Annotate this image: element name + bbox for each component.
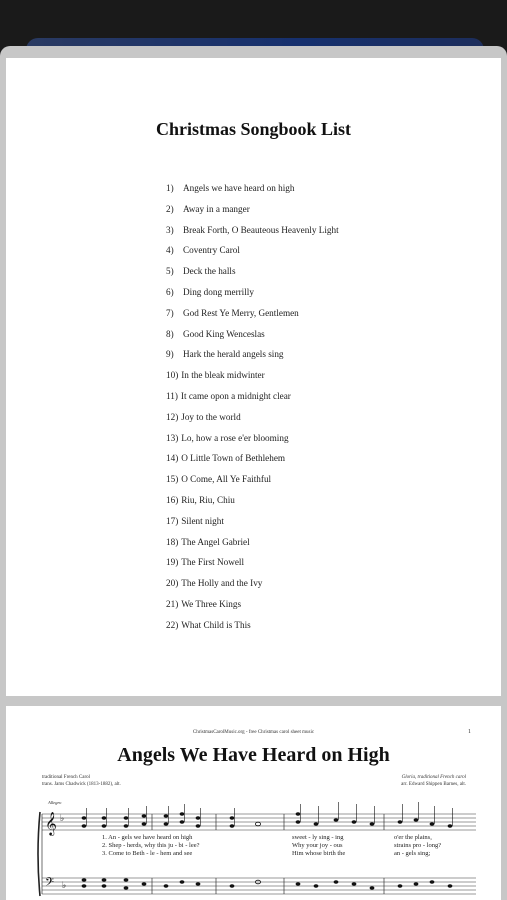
song-list-item — [166, 537, 339, 558]
song-list-item — [166, 620, 339, 641]
song-number: 7) — [166, 307, 174, 318]
song-list-item — [166, 474, 339, 495]
refrain-credit: Gloria, traditional French carol — [401, 775, 466, 780]
page-1 — [6, 58, 501, 696]
lyric-verse-1: 1. An - gels we have heard on high — [102, 834, 193, 841]
origin-credit: traditional French Carol — [42, 775, 91, 780]
song-list-item — [166, 308, 339, 329]
svg-text:♭: ♭ — [62, 881, 67, 891]
song-title: Deck the halls — [183, 266, 236, 277]
treble-clef-icon: 𝄞 — [45, 811, 57, 835]
svg-text:♭: ♭ — [60, 814, 65, 824]
song-number: 14) — [166, 453, 179, 464]
document-viewer[interactable] — [0, 46, 507, 900]
song-title: It came opon a midnight clear — [180, 390, 291, 401]
song-title: Riu, Riu, Chiu — [181, 494, 235, 505]
song-number: 4) — [166, 245, 174, 256]
song-number: 2) — [166, 203, 174, 214]
bass-clef-icon: 𝄢 — [45, 876, 55, 892]
song-list-item — [166, 370, 339, 391]
translator-credit: trans. Jams Chadwick (1813-1882), alt. — [42, 782, 121, 787]
song-list-item — [166, 599, 339, 620]
song-list — [166, 183, 339, 641]
song-title: The Holly and the Ivy — [181, 578, 263, 589]
song-number: 20) — [166, 578, 179, 589]
lyric-verse-1-end: o'er the plains, — [394, 834, 432, 841]
song-number: 6) — [166, 286, 174, 297]
lyric-verse-2-cont: Why your joy - ous — [292, 842, 343, 849]
arranger-credit: arr. Edward Shippen Barnes, alt. — [401, 782, 466, 787]
song-list-item — [166, 266, 339, 287]
lyric-verse-2-end: strains pro - long? — [394, 842, 442, 849]
song-list-item — [166, 412, 339, 433]
song-number: 11) — [166, 390, 178, 401]
song-title: O Little Town of Bethlehem — [181, 453, 286, 464]
credit-right — [401, 774, 466, 788]
song-title: Angels we have heard on high — [183, 183, 295, 193]
song-number: 19) — [166, 557, 179, 568]
song-number: 15) — [166, 474, 179, 485]
song-title: The Angel Gabriel — [181, 536, 250, 547]
song-number: 18) — [166, 536, 179, 547]
song-number: 22) — [166, 619, 179, 630]
song-title: Break Forth, O Beauteous Heavenly Light — [183, 224, 339, 235]
lyric-verse-1-cont: sweet - ly sing - ing — [292, 834, 344, 841]
song-list-item — [166, 391, 339, 412]
song-title: We Three Kings — [181, 598, 242, 609]
song-title: Lo, how a rose e'er blooming — [181, 432, 289, 443]
bass-notes — [82, 878, 453, 889]
lyric-verse-3: 3. Come to Beth - le - hem and see — [102, 850, 193, 857]
song-number: 10) — [166, 370, 179, 381]
song-title: Away in a manger — [183, 203, 250, 214]
credit-left — [42, 774, 121, 788]
song-list-item — [166, 349, 339, 370]
song-list-item — [166, 433, 339, 454]
page-number: 1 — [468, 729, 471, 735]
song-number: 9) — [166, 349, 174, 360]
song-list-item — [166, 578, 339, 599]
song-number: 13) — [166, 432, 179, 443]
treble-notes — [82, 812, 453, 827]
sheet-music-system — [36, 800, 476, 900]
song-title: The First Nowell — [181, 557, 245, 568]
tempo-mark: Allegro — [48, 800, 62, 805]
carol-title: Angels We Have Heard on High — [117, 744, 390, 766]
song-list-item — [166, 516, 339, 537]
song-title: Good King Wenceslas — [183, 328, 265, 339]
song-number: 1) — [166, 183, 174, 193]
song-title: Ding dong merrilly — [183, 286, 254, 297]
song-title: What Child is This — [181, 619, 251, 630]
song-number: 5) — [166, 266, 174, 277]
song-list-item — [166, 453, 339, 474]
song-title: Hark the herald angels sing — [183, 349, 284, 360]
song-title: O Come, All Ye Faithful — [181, 474, 272, 485]
song-list-item — [166, 495, 339, 516]
lyric-verse-2: 2. Shep - herds, why this ju - bi - lee? — [102, 842, 200, 849]
song-number: 16) — [166, 494, 179, 505]
song-list-item — [166, 245, 339, 266]
lyric-verse-3-end: an - gels sing; — [394, 850, 431, 857]
song-number: 3) — [166, 224, 174, 235]
lyric-verse-3-cont: Him whose birth the — [292, 850, 346, 857]
song-number: 21) — [166, 598, 179, 609]
song-list-item — [166, 557, 339, 578]
song-number: 17) — [166, 515, 179, 526]
page-2 — [6, 706, 501, 900]
song-list-item — [166, 287, 339, 308]
song-title: God Rest Ye Merry, Gentlemen — [183, 307, 299, 318]
song-title: Coventry Carol — [183, 245, 240, 256]
song-number: 12) — [166, 411, 179, 422]
song-number: 8) — [166, 328, 174, 339]
song-title: In the bleak midwinter — [181, 370, 265, 381]
song-list-item — [166, 204, 339, 225]
song-title: Silent night — [181, 515, 224, 526]
song-list-item — [166, 225, 339, 246]
site-header: ChristmasCarolMusic.org - free Christmas carol sheet music — [192, 730, 315, 735]
song-title: Joy to the world — [181, 411, 241, 422]
song-list-item — [166, 183, 339, 204]
songbook-title: Christmas Songbook List — [155, 119, 352, 139]
song-list-item — [166, 329, 339, 350]
